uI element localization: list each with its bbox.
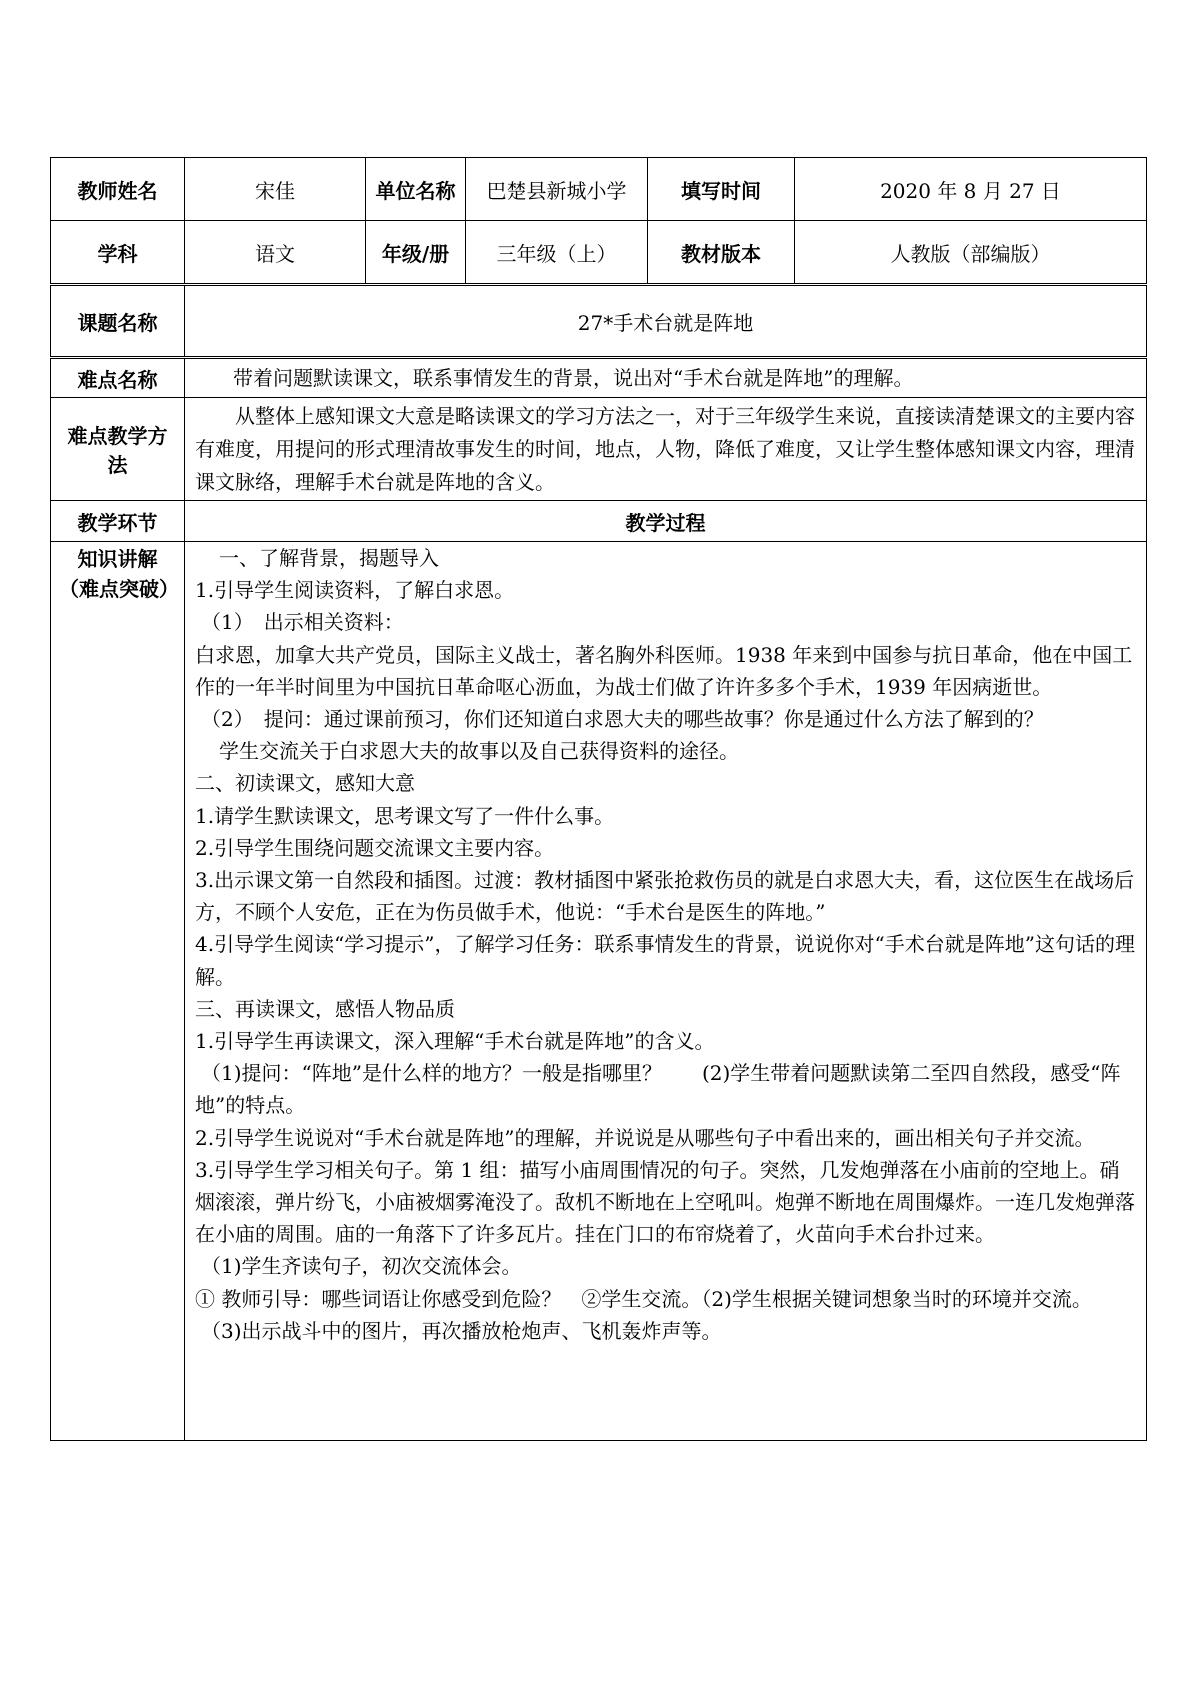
process-content (185, 542, 1147, 1441)
difficulty-row (51, 358, 1147, 398)
lesson-plan-table (50, 157, 1147, 1441)
difficulty-label: 难点名称 (51, 358, 185, 398)
unit-value: 巴楚县新城小学 (466, 158, 648, 221)
topic-label: 课题名称 (51, 285, 185, 358)
method-row (51, 398, 1147, 501)
process-line: ① 教师引导：哪些词语让你感受到危险？ ②学生交流。（2)学生根据关键词想象当时的环境并交流。 (195, 1286, 1092, 1311)
topic-value: 27*手术台就是阵地 (185, 285, 1147, 358)
process-line: 3.引导学生学习相关句子。第 1 组：描写小庙周围情况的句子。突然，几发炮弹落在小庙前的空地上。硝烟滚滚，弹片纷飞，小庙被烟雾淹没了。敌机不断地在上空吼叫。炮弹不断地在周围爆炸。一连几发炮弹落在小庙的周围。庙的一角落下了许多瓦片。挂在门口的布帘烧着了，火苗向手术台扑过来。 (195, 1157, 1135, 1247)
date-value: 2020 年 8 月 27 日 (795, 158, 1147, 221)
header-row-1 (51, 158, 1147, 221)
stage-label-line-2: （难点突破） (59, 577, 179, 601)
unit-label: 单位名称 (366, 158, 466, 221)
difficulty-value: 带着问题默读课文，联系事情发生的背景，说出对“手术台就是阵地”的理解。 (185, 358, 1147, 398)
process-line: 二、初读课文，感知大意 (195, 771, 415, 796)
process-header-row (51, 501, 1147, 542)
process-line: 三、再读课文，感悟人物品质 (195, 996, 455, 1021)
topic-row (51, 285, 1147, 358)
stage-label (51, 542, 185, 1441)
edition-value: 人教版（部编版） (795, 221, 1147, 285)
process-line: （1)提问：“阵地”是什么样的地方？一般是指哪里？ (2)学生带着问题默读第二至四自然段，感受“阵地”的特点。 (195, 1061, 1121, 1118)
stage-header-label: 教学环节 (51, 501, 185, 542)
edition-label: 教材版本 (648, 221, 795, 285)
process-line: 1.请学生默读课文，思考课文写了一件什么事。 (195, 803, 615, 828)
process-line: 2.引导学生围绕问题交流课文主要内容。 (195, 835, 555, 860)
method-value: 从整体上感知课文大意是略读课文的学习方法之一，对于三年级学生来说，直接读清楚课文的主要内容有难度，用提问的形式理清故事发生的时间，地点，人物，降低了难度，又让学生整体感知课文内容，理清课文脉络，理解手术台就是阵地的含义。 (185, 398, 1147, 501)
process-line: 1.引导学生阅读资料，了解白求恩。 (195, 578, 515, 603)
teacher-value: 宋佳 (185, 158, 366, 221)
process-line: 学生交流关于白求恩大夫的故事以及自己获得资料的途径。 (219, 739, 739, 764)
process-line: 3.出示课文第一自然段和插图。过渡：教材插图中紧张抢救伤员的就是白求恩大夫，看，这位医生在战场后方，不顾个人安危，正在为伤员做手术，他说：“手术台是医生的阵地。” (195, 868, 1135, 925)
stage-label-line-1: 知识讲解 (77, 547, 158, 571)
process-line: 1.引导学生再读课文，深入理解“手术台就是阵地”的含义。 (195, 1029, 715, 1054)
process-line: 4.引导学生阅读“学习提示”，了解学习任务：联系事情发生的背景，说说你对“手术台就是阵地”这句话的理解。 (195, 932, 1135, 989)
grade-label: 年级/册 (366, 221, 466, 285)
teacher-label: 教师姓名 (51, 158, 185, 221)
process-header-label: 教学过程 (185, 501, 1147, 542)
grade-value: 三年级（上） (466, 221, 648, 285)
process-line: （2） 提问：通过课前预习，你们还知道白求恩大夫的哪些故事？你是通过什么方法了解到的？ (201, 707, 1044, 732)
header-row-2 (51, 221, 1147, 285)
process-line: （1） 出示相关资料： (201, 610, 404, 635)
process-line: 白求恩，加拿大共产党员，国际主义战士，著名胸外科医师。1938 年来到中国参与抗日革命，他在中国工作的一年半时间里为中国抗日革命呕心沥血，为战士们做了许许多多个手术，1939 年因病逝世。 (195, 642, 1133, 699)
method-label: 难点教学方法 (51, 398, 185, 501)
process-line: （3)出示战斗中的图片，再次播放枪炮声、飞机轰炸声等。 (201, 1318, 722, 1343)
lesson-plan-page (50, 157, 1146, 1441)
process-line: 2.引导学生说说对“手术台就是阵地”的理解，并说说是从哪些句子中看出来的，画出相关句子并交流。 (195, 1125, 1095, 1150)
date-label: 填写时间 (648, 158, 795, 221)
subject-value: 语文 (185, 221, 366, 285)
process-line: 一、了解背景，揭题导入 (219, 546, 439, 570)
process-row (51, 542, 1147, 1441)
subject-label: 学科 (51, 221, 185, 285)
process-line: （1)学生齐读句子，初次交流体会。 (201, 1254, 522, 1279)
